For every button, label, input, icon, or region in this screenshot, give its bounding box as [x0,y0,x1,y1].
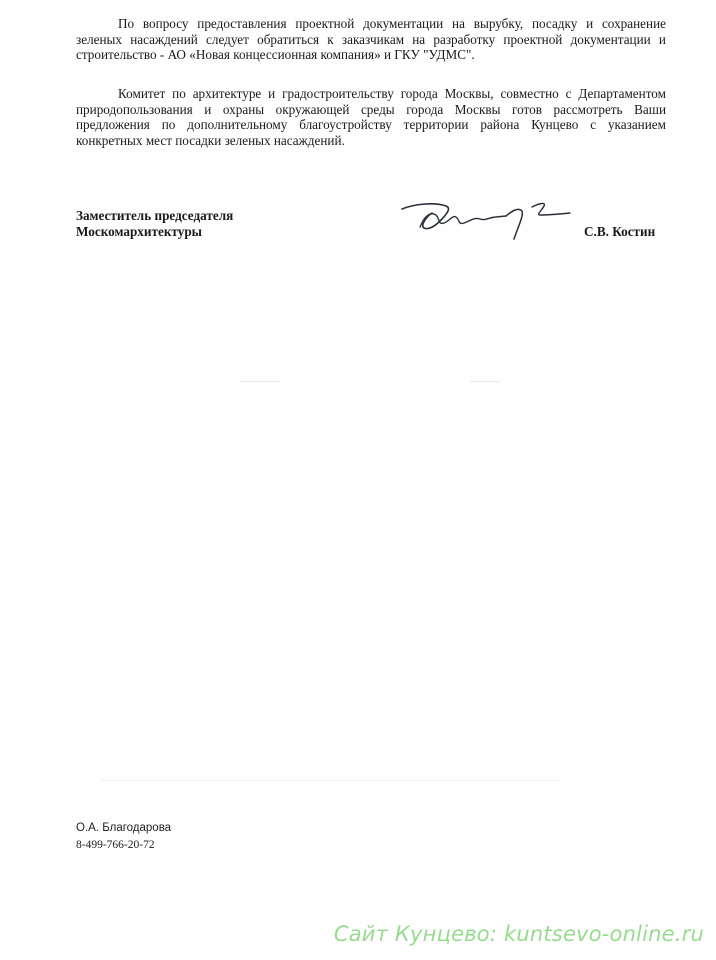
signer-title-line: Заместитель председателя [76,208,234,223]
executor-phone: 8-499-766-20-72 [76,839,155,851]
scan-artifact [100,780,560,781]
paragraph-line: конкретных мест посадки зеленых насаждений. [76,132,345,148]
paragraph-design-documentation [76,16,666,63]
executor-info [76,820,171,854]
paragraph-line: Комитет по архитектуре и градостроительству города Москвы, совместно с Департаментом [118,86,666,101]
scan-artifact [470,381,500,382]
signer-title [76,208,233,240]
executor-name: О.А. Благодарова [76,822,172,834]
paragraph-line: природопользования и охраны окружающей среды города Москвы готов рассмотреть Ваши [76,101,666,117]
paragraph-line: строительство - АО «Новая концессионная компания» и ГКУ "УДМС". [76,47,475,62]
signer-title-line: Москомархитектуры [76,224,202,239]
paragraph-line: предложения по дополнительному благоустройству территории района Кунцево с указанием [76,117,666,132]
scan-artifact [240,381,280,382]
site-watermark: Сайт Кунцево: kuntsevo-online.ru [333,922,704,946]
paragraph-line: зеленых насаждений следует обратиться к заказчикам на разработку проектной документации и [76,31,666,47]
paragraph-committee-proposal [76,86,666,148]
handwritten-signature [394,193,584,249]
signer-name: С.В. Костин [584,224,656,239]
paragraph-line: По вопросу предоставления проектной документации на вырубку, посадку и сохранение [118,16,666,31]
